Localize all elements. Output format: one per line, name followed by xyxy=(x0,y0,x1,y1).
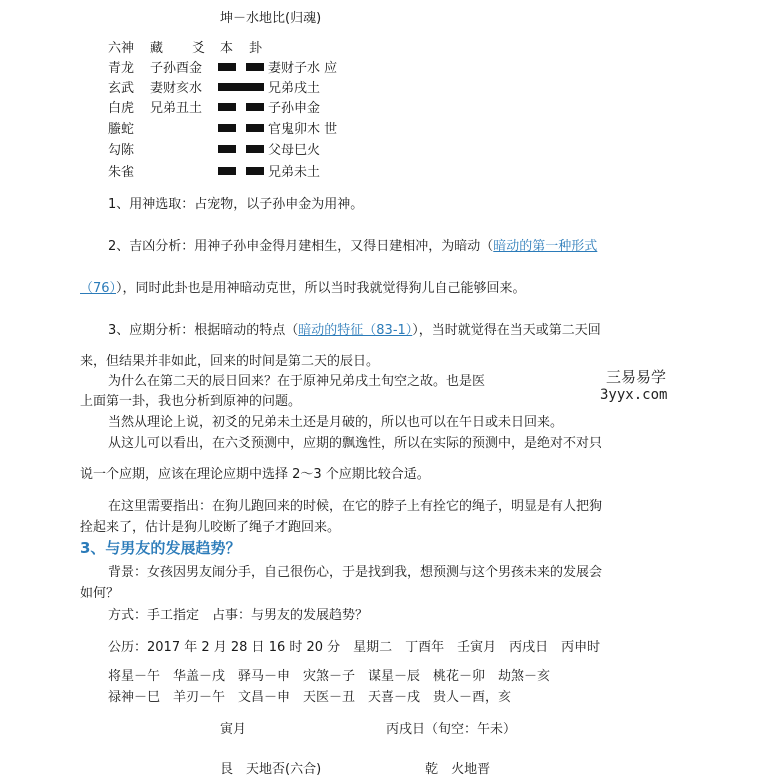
paragraph-usegod: 1、用神选取：占宠物，以子孙申金为用神。 xyxy=(108,197,364,212)
month-label: 寅月 xyxy=(220,722,247,737)
paragraph-note-cont: 拴起来了，估计是狗儿咬断了绳子才跑回来。 xyxy=(80,520,341,535)
paragraph-timing xyxy=(108,319,601,338)
row-god: 白虎 xyxy=(108,101,135,116)
link-hidden-move-form[interactable]: 暗动的第一种形式 xyxy=(493,239,598,254)
paragraph-background: 背景：女孩因男友闹分手，自己很伤心，于是找到我，想预测与这个男孩未来的发展会 xyxy=(108,565,603,580)
paragraph-text: 3、应期分析：根据暗动的特点（ xyxy=(108,323,299,338)
section-heading: 3、与男友的发展趋势？ xyxy=(80,539,241,557)
paragraph-theory: 当然从理论上说，初爻的兄弟未土还是月破的，所以也可以在午日或未日回来。 xyxy=(108,415,564,430)
row-god: 青龙 xyxy=(108,61,135,76)
row-god: 螣蛇 xyxy=(108,122,135,137)
row-line: 妻财子水 应 xyxy=(268,61,338,76)
stars-line-1: 将星－午 华盖－戌 驿马－申 灾煞－子 谋星－辰 桃花－卯 劫煞－亥 xyxy=(108,669,551,684)
stars-line-2: 禄神－巳 羊刃－午 文昌－申 天医－丑 天喜－戌 贵人－酉，亥 xyxy=(108,690,512,705)
paragraph-text: ），同时此卦也是用神暗动克世，所以当时我就觉得狗儿自己能够回来。 xyxy=(116,281,526,296)
row-god: 勾陈 xyxy=(108,143,135,158)
yao-line-yin xyxy=(218,120,266,136)
header-ben: 本 xyxy=(220,41,234,56)
paragraph-conclusion-cont: 说一个应期，应该在理论应期中选择 2～3 个应期比较合适。 xyxy=(80,467,430,482)
paragraph-text: 2、吉凶分析：用神子孙申金得月建相生，又得日建相冲，为暗动（ xyxy=(108,239,494,254)
header-gua: 卦 xyxy=(249,41,263,56)
row-line: 父母巳火 xyxy=(268,143,321,158)
paragraph-analysis-cont xyxy=(80,277,526,296)
paragraph-note: 在这里需要指出：在狗儿跑回来的时候，在它的脖子上有拴它的绳子，明显是有人把狗 xyxy=(108,499,603,514)
watermark-text: 三易易学 xyxy=(606,368,667,386)
hexagram-title: 坤－水地比(归魂) xyxy=(220,11,322,26)
row-god: 朱雀 xyxy=(108,165,135,180)
paragraph-why: 为什么在第二天的辰日回来？在于原神兄弟戌土旬空之故。也是医 xyxy=(108,374,486,389)
paragraph-method: 方式：手工指定 占事：与男友的发展趋势？ xyxy=(108,608,369,623)
row-hidden: 妻财亥水 xyxy=(150,81,203,96)
yao-line-yin xyxy=(218,141,266,157)
yao-line-yin xyxy=(218,99,266,115)
yao-line-yin xyxy=(218,59,266,75)
row-god: 玄武 xyxy=(108,81,135,96)
watermark-url: 3yyx.com xyxy=(600,387,668,403)
row-line: 子孙申金 xyxy=(268,101,321,116)
header-yao: 爻 xyxy=(192,41,206,56)
header-hidden: 藏 xyxy=(150,41,164,56)
paragraph-analysis xyxy=(108,235,597,254)
paragraph-conclusion: 从这儿可以看出，在六爻预测中，应期的飘逸性，所以在实际的预测中，是绝对不对只 xyxy=(108,436,603,451)
row-line: 兄弟未土 xyxy=(268,165,321,180)
link-page-76[interactable]: （76） xyxy=(80,281,117,296)
header-six-gods: 六神 xyxy=(108,41,135,56)
row-hidden: 子孙酉金 xyxy=(150,61,203,76)
paragraph-timing-cont: 来，但结果并非如此，回来的时间是第二天的辰日。 xyxy=(80,354,380,369)
link-hidden-move-feature[interactable]: 暗动的特征（83-1） xyxy=(298,323,413,338)
bottom-cut-text: 艮 天地否(六合) 乾 火地晋 xyxy=(220,762,491,777)
yao-line-yin xyxy=(218,163,266,179)
yao-line-yang xyxy=(218,79,266,95)
row-line: 兄弟戌土 xyxy=(268,81,321,96)
day-label: 丙戌日（旬空：午未） xyxy=(386,722,517,737)
row-hidden: 兄弟丑土 xyxy=(150,101,203,116)
paragraph-background-cont: 如何？ xyxy=(80,586,120,601)
paragraph-why-cont: 上面第一卦，我也分析到原神的问题。 xyxy=(80,394,302,409)
paragraph-date: 公历：2017 年 2 月 28 日 16 时 20 分 星期二 丁酉年 壬寅月 丙戌日 丙申时 xyxy=(108,640,601,655)
paragraph-text: ），当时就觉得在当天或第二天回 xyxy=(412,323,601,338)
row-line: 官鬼卯木 世 xyxy=(268,122,338,137)
